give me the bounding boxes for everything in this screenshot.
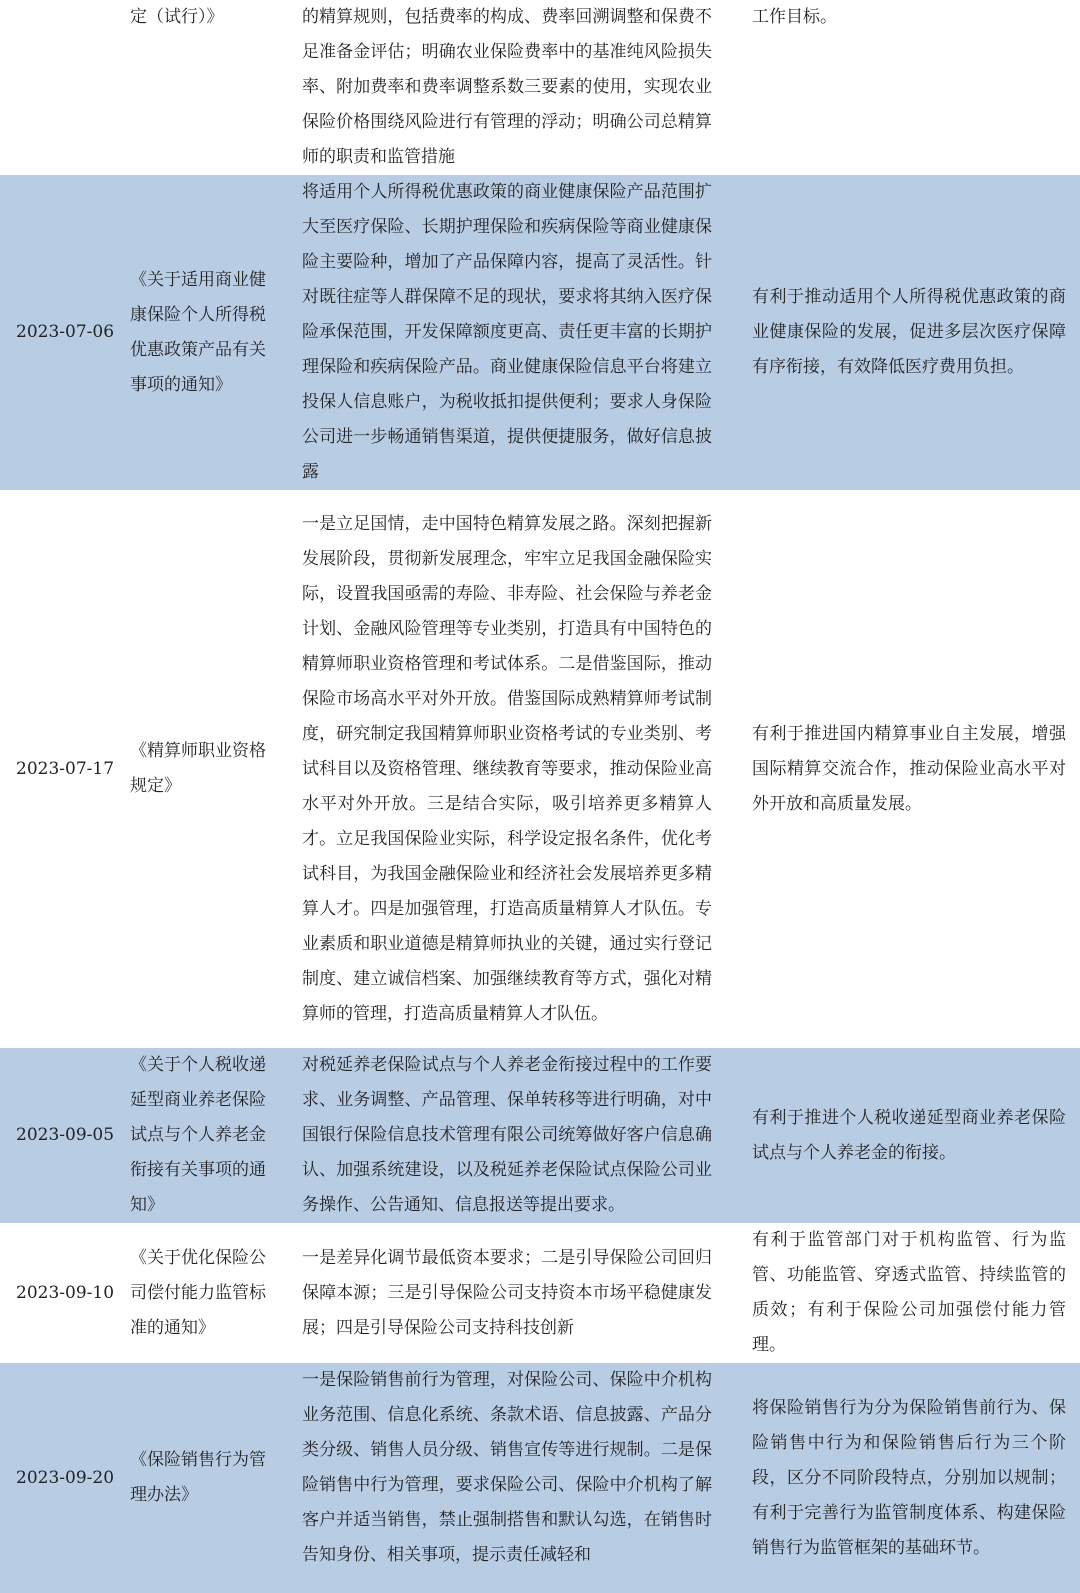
policy-impact: 有利于推动适用个人所得税优惠政策的商业健康保险的发展，促进多层次医疗保障有序衔接，有效降低医疗费用负担。	[730, 175, 1080, 490]
policy-impact: 工作目标。	[752, 7, 837, 27]
policy-content: 一是差异化调节最低资本要求；二是引导保险公司回归保障本源；三是引导保险公司支持资本市场平稳健康发展；四是引导保险公司支持科技创新	[302, 1247, 712, 1338]
table-row	[0, 175, 1080, 490]
policy-date: 2023-09-20	[0, 1363, 120, 1593]
policy-name: 《保险销售行为管理办法》	[120, 1363, 290, 1593]
table-row	[0, 1048, 1080, 1223]
policy-content: 的精算规则，包括费率的构成、费率回溯调整和保费不足准备金评估；明确农业保险费率中的基准纯风险损失率、附加费率和费率调整系数三要素的使用，实现农业保险价格围绕风险进行有管理的浮动；明确公司总精算师的职责和监管措施	[302, 7, 712, 167]
policy-name: 《关于优化保险公司偿付能力监管标准的通知》	[130, 1247, 266, 1338]
policy-date: 2023-07-06	[0, 175, 120, 490]
policy-content: 一是保险销售前行为管理，对保险公司、保险中介机构业务范围、信息化系统、条款术语、信息披露、产品分类分级、销售人员分级、销售宣传等进行规制。二是保险销售中行为管理，要求保险公司、保险中介机构了解客户并适当销售，禁止强制搭售和默认勾选，在销售时告知身份、相关事项，提示责任减轻和	[290, 1363, 730, 1593]
policy-content: 一是立足国情，走中国特色精算发展之路。深刻把握新发展阶段，贯彻新发展理念，牢牢立足我国金融保险实际，设置我国亟需的寿险、非寿险、社会保险与养老金计划、金融风险管理等专业类别，打造具有中国特色的精算师职业资格管理和考试体系。二是借鉴国际，推动保险市场高水平对外开放。借鉴国际成熟精算师考试制度，研究制定我国精算师职业资格考试的专业类别、考试科目以及资格管理、继续教育等要求，推动保险业高水平对外开放。三是结合实际，吸引培养更多精算人才。立足我国保险业实际，科学设定报名条件，优化考试科目，为我国金融保险业和经济社会发展培养更多精算人才。四是加强管理，打造高质量精算人才队伍。专业素质和职业道德是精算师执业的关键，通过实行登记制度、建立诚信档案、加强继续教育等方式，强化对精算师的管理，打造高质量精算人才队伍。	[302, 513, 712, 1024]
policy-impact: 将保险销售行为分为保险销售前行为、保险销售中行为和保险销售后行为三个阶段，区分不同阶段特点，分别加以规制；有利于完善行为监管制度体系、构建保险销售行为监管框架的基础环节。	[730, 1363, 1080, 1593]
table-row	[0, 490, 1080, 1048]
table-row	[0, 1363, 1080, 1593]
policy-date: 2023-09-05	[0, 1048, 120, 1223]
table-row	[0, 1223, 1080, 1363]
policy-date	[0, 0, 120, 175]
table-row	[0, 0, 1080, 175]
policy-content: 对税延养老保险试点与个人养老金衔接过程中的工作要求、业务调整、产品管理、保单转移等进行明确，对中国银行保险信息技术管理有限公司统筹做好客户信息确认、加强系统建设，以及税延养老保险试点保险公司业务操作、公告通知、信息报送等提出要求。	[290, 1048, 730, 1223]
policy-date: 2023-09-10	[16, 1282, 115, 1303]
policy-impact: 有利于推进国内精算事业自主发展，增强国际精算交流合作，推动保险业高水平对外开放和高质量发展。	[752, 723, 1066, 814]
policy-impact: 有利于监管部门对于机构监管、行为监管、功能监管、穿透式监管、持续监管的质效；有利于保险公司加强偿付能力管理。	[752, 1230, 1066, 1355]
policy-name: 《关于个人税收递延型商业养老保险试点与个人养老金衔接有关事项的通知》	[120, 1048, 290, 1223]
policy-name: 定（试行）》	[130, 7, 224, 27]
policy-date: 2023-07-17	[16, 758, 115, 779]
policy-impact: 有利于推进个人税收递延型商业养老保险试点与个人养老金的衔接。	[730, 1048, 1080, 1223]
policy-content: 将适用个人所得税优惠政策的商业健康保险产品范围扩大至医疗保险、长期护理保险和疾病保险等商业健康保险主要险种，增加了产品保障内容，提高了灵活性。针对既往症等人群保障不足的现状，要求将其纳入医疗保险承保范围，开发保障额度更高、责任更丰富的长期护理保险和疾病保险产品。商业健康保险信息平台将建立投保人信息账户，为税收抵扣提供便利；要求人身保险公司进一步畅通销售渠道，提供便捷服务，做好信息披露	[290, 175, 730, 490]
policy-name: 《精算师职业资格规定》	[130, 741, 266, 796]
policy-name: 《关于适用商业健康保险个人所得税优惠政策产品有关事项的通知》	[120, 175, 290, 490]
